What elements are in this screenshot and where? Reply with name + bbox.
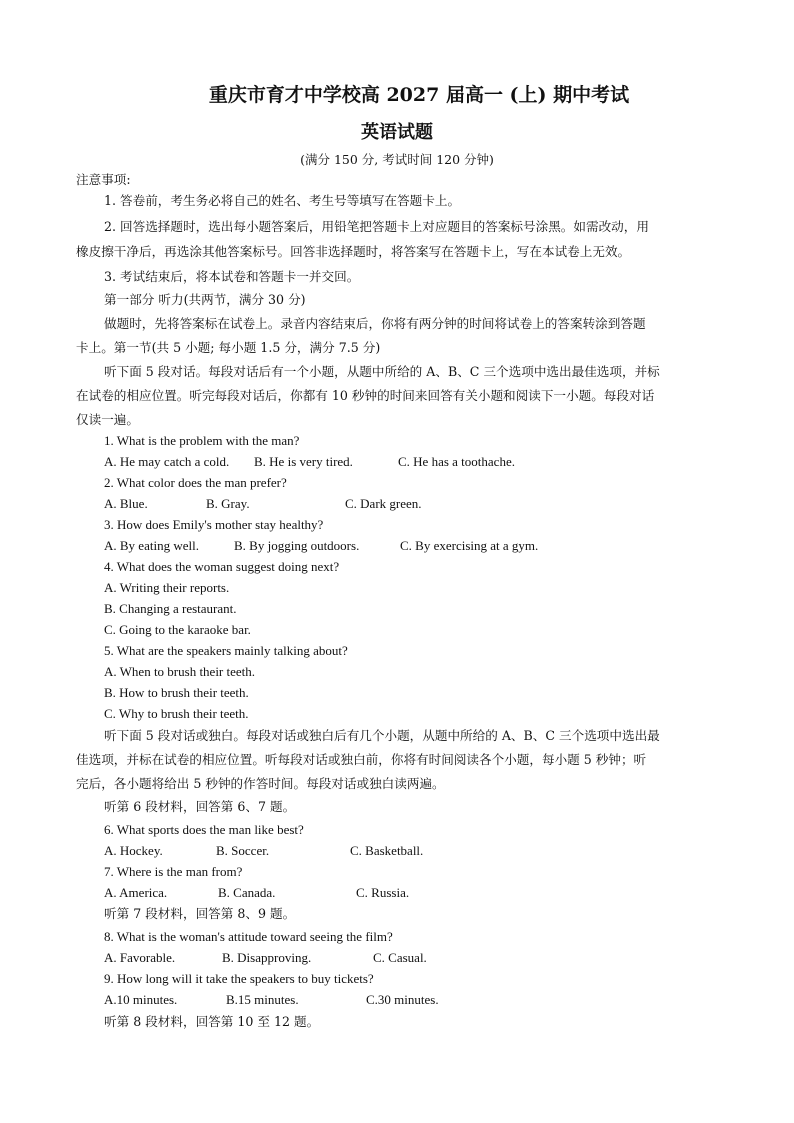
section2-instructions-line-1: 听下面 5 段对话或独白。每段对话或独白后有几个小题，从题中所给的 A、B、C 三个选项中选出最	[104, 728, 660, 743]
part1-intro-line-2: 卡上。第一节(共 5 小题; 每小题 1.5 分，满分 7.5 分)	[76, 340, 381, 355]
section1-instructions-line-1: 听下面 5 段对话。每段对话后有一个小题，从题中所给的 A、B、C 三个选项中选出最佳选项，并标	[104, 364, 660, 379]
exam-subject: 英语试题	[361, 122, 433, 143]
section1-instructions-line-3: 仅读一遍。	[76, 412, 139, 427]
question-4-stem: 4. What does the woman suggest doing next?	[104, 559, 340, 574]
question-7-option-a: A. America.	[104, 885, 168, 900]
question-4-option-a: A. Writing their reports.	[104, 580, 230, 595]
question-5-stem: 5. What are the speakers mainly talking about?	[104, 643, 348, 658]
question-8-option-c: C. Casual.	[373, 950, 427, 965]
question-5-option-a: A. When to brush their teeth.	[104, 664, 256, 679]
exam-info: (满分 150 分, 考试时间 120 分钟)	[300, 152, 494, 167]
question-7-stem: 7. Where is the man from?	[104, 864, 243, 879]
question-7-option-b: B. Canada.	[218, 885, 276, 900]
material-6-heading: 听第 6 段材料，回答第 6、7 题。	[104, 799, 296, 814]
question-3-option-a: A. By eating well.	[104, 538, 199, 553]
question-4-option-b: B. Changing a restaurant.	[104, 601, 237, 616]
exam-title: 重庆市育才中学校高 2027 届高一 (上) 期中考试	[208, 84, 630, 106]
question-6-option-a: A. Hockey.	[104, 843, 163, 858]
notes-heading: 注意事项:	[76, 172, 131, 187]
question-8-option-b: B. Disapproving.	[222, 950, 312, 965]
section1-instructions-line-2: 在试卷的相应位置。听完每段对话后，你都有 10 秒钟的时间来回答有关小题和阅读下一小题。每段对话	[76, 388, 655, 403]
question-1-option-a: A. He may catch a cold.	[104, 454, 230, 469]
note-3: 3. 考试结束后，将本试卷和答题卡一并交回。	[104, 269, 360, 284]
question-8-option-a: A. Favorable.	[104, 950, 176, 965]
note-2-line-2: 橡皮擦干净后，再选涂其他答案标号。回答非选择题时，将答案写在答题卡上，写在本试卷上无效。	[76, 244, 631, 259]
question-2-stem: 2. What color does the man prefer?	[104, 475, 287, 490]
question-2-option-a: A. Blue.	[104, 496, 148, 511]
section2-instructions-line-2: 佳选项，并标在试卷的相应位置。听每段对话或独白前，你将有时间阅读各个小题，每小题 5 秒钟；听	[76, 752, 647, 767]
part1-heading: 第一部分 听力(共两节，满分 30 分)	[104, 292, 306, 307]
part1-intro-line-1: 做题时，先将答案标在试卷上。录音内容结束后，你将有两分钟的时间将试卷上的答案转涂到答题	[104, 316, 646, 331]
question-1-stem: 1. What is the problem with the man?	[104, 433, 300, 448]
question-4-option-c: C. Going to the karaoke bar.	[104, 622, 251, 637]
material-8-heading: 听第 8 段材料，回答第 10 至 12 题。	[104, 1014, 320, 1029]
question-9-option-b: B.15 minutes.	[226, 992, 299, 1007]
question-3-option-b: B. By jogging outdoors.	[234, 538, 360, 553]
question-2-option-c: C. Dark green.	[345, 496, 422, 511]
question-1-option-b: B. He is very tired.	[254, 454, 353, 469]
question-9-stem: 9. How long will it take the speakers to buy tickets?	[104, 971, 374, 986]
question-3-stem: 3. How does Emily's mother stay healthy?	[104, 517, 324, 532]
question-5-option-b: B. How to brush their teeth.	[104, 685, 249, 700]
question-9-option-a: A.10 minutes.	[104, 992, 178, 1007]
question-1-option-c: C. He has a toothache.	[398, 454, 515, 469]
question-9-option-c: C.30 minutes.	[366, 992, 439, 1007]
question-3-option-c: C. By exercising at a gym.	[400, 538, 539, 553]
section2-instructions-line-3: 完后，各小题将给出 5 秒钟的作答时间。每段对话或独白读两遍。	[76, 776, 445, 791]
question-5-option-c: C. Why to brush their teeth.	[104, 706, 249, 721]
question-6-option-b: B. Soccer.	[216, 843, 270, 858]
material-7-heading: 听第 7 段材料，回答第 8、9 题。	[104, 906, 296, 921]
note-2-line-1: 2. 回答选择题时，选出每小题答案后，用铅笔把答题卡上对应题目的答案标号涂黑。如需改动，用	[104, 219, 649, 234]
note-1: 1. 答卷前，考生务必将自己的姓名、考生号等填写在答题卡上。	[104, 193, 461, 208]
question-8-stem: 8. What is the woman's attitude toward seeing the film?	[104, 929, 393, 944]
question-6-stem: 6. What sports does the man like best?	[104, 822, 304, 837]
question-7-option-c: C. Russia.	[356, 885, 410, 900]
question-2-option-b: B. Gray.	[206, 496, 250, 511]
question-6-option-c: C. Basketball.	[350, 843, 424, 858]
